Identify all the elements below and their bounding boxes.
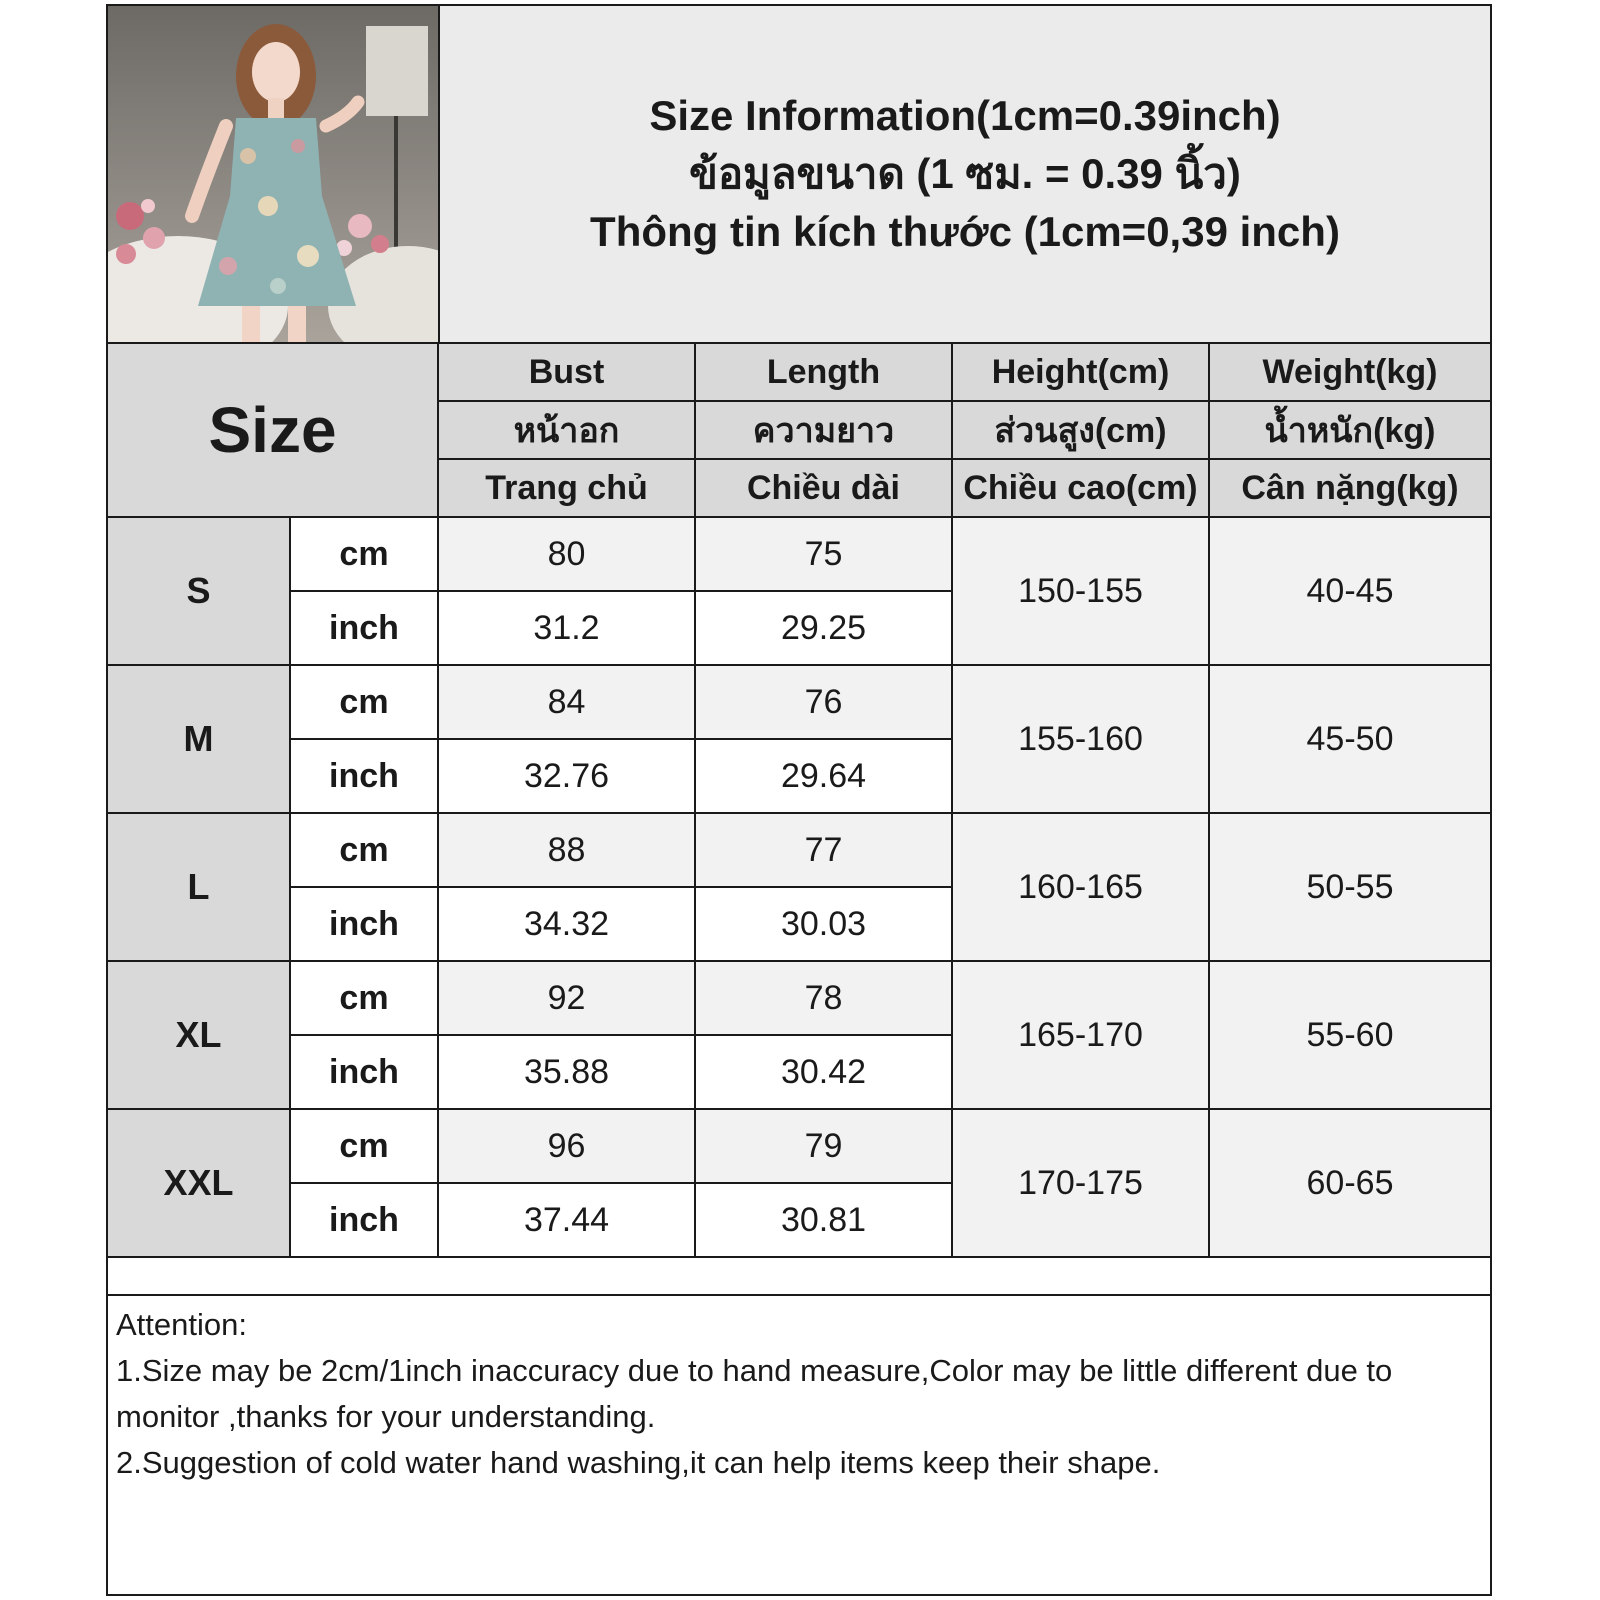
- unit-cm-label: cm: [290, 961, 438, 1035]
- weight-header-th: น้ำหนัก(kg): [1209, 401, 1490, 459]
- size-information-title: [440, 6, 1490, 342]
- size-label: L: [108, 813, 290, 961]
- unit-cm-label: cm: [290, 517, 438, 591]
- size-chart-sheet: [106, 4, 1492, 1596]
- size-label: S: [108, 517, 290, 665]
- weight-range: 60-65: [1209, 1109, 1490, 1257]
- height-range: 170-175: [952, 1109, 1209, 1257]
- note-item: 1.Size may be 2cm/1inch inaccuracy due to hand measure,Color may be little different due to monitor ,thanks for your understanding.: [116, 1353, 1393, 1434]
- unit-cm-label: cm: [290, 665, 438, 739]
- title-thai: ข้อมูลขนาด (1 ซม. = 0.39 นิ้ว): [689, 150, 1241, 197]
- size-label: XL: [108, 961, 290, 1109]
- length-inch-value: 29.64: [695, 739, 952, 813]
- unit-inch-label: inch: [290, 1035, 438, 1109]
- bust-header-en: Bust: [438, 344, 695, 401]
- unit-cm-label: cm: [290, 813, 438, 887]
- title-english: Size Information(1cm=0.39inch): [649, 92, 1281, 139]
- weight-range: 55-60: [1209, 961, 1490, 1109]
- notes-heading: Attention:: [116, 1307, 247, 1342]
- size-column-header: Size: [108, 344, 438, 517]
- length-cm-value: 79: [695, 1109, 952, 1183]
- height-header-th: ส่วนสูง(cm): [952, 401, 1209, 459]
- table-row: [108, 961, 1490, 1035]
- bust-inch-value: 34.32: [438, 887, 695, 961]
- model-in-floral-dress-image: [108, 6, 438, 342]
- height-header-vi: Chiều cao(cm): [952, 459, 1209, 517]
- weight-range: 45-50: [1209, 665, 1490, 813]
- height-range: 155-160: [952, 665, 1209, 813]
- unit-inch-label: inch: [290, 1183, 438, 1257]
- length-header-th: ความยาว: [695, 401, 952, 459]
- size-table: [108, 344, 1490, 1258]
- bust-header-vi: Trang chủ: [438, 459, 695, 517]
- length-cm-value: 75: [695, 517, 952, 591]
- height-header-en: Height(cm): [952, 344, 1209, 401]
- unit-inch-label: inch: [290, 739, 438, 813]
- table-row: [108, 1109, 1490, 1183]
- product-photo: [108, 6, 440, 342]
- length-cm-value: 76: [695, 665, 952, 739]
- bust-inch-value: 37.44: [438, 1183, 695, 1257]
- weight-range: 40-45: [1209, 517, 1490, 665]
- unit-cm-label: cm: [290, 1109, 438, 1183]
- unit-inch-label: inch: [290, 591, 438, 665]
- length-header-vi: Chiều dài: [695, 459, 952, 517]
- note-item: 2.Suggestion of cold water hand washing,it can help items keep their shape.: [116, 1445, 1161, 1480]
- bust-inch-value: 32.76: [438, 739, 695, 813]
- height-range: 150-155: [952, 517, 1209, 665]
- height-range: 160-165: [952, 813, 1209, 961]
- title-vietnamese: Thông tin kích thước (1cm=0,39 inch): [590, 208, 1340, 255]
- bust-cm-value: 88: [438, 813, 695, 887]
- weight-header-vi: Cân nặng(kg): [1209, 459, 1490, 517]
- weight-range: 50-55: [1209, 813, 1490, 961]
- table-row: [108, 517, 1490, 591]
- table-row: [108, 813, 1490, 887]
- bust-header-th: หน้าอก: [438, 401, 695, 459]
- bust-cm-value: 92: [438, 961, 695, 1035]
- size-label: XXL: [108, 1109, 290, 1257]
- attention-notes: [108, 1294, 1490, 1594]
- length-header-en: Length: [695, 344, 952, 401]
- length-inch-value: 30.42: [695, 1035, 952, 1109]
- height-range: 165-170: [952, 961, 1209, 1109]
- bust-inch-value: 31.2: [438, 591, 695, 665]
- bust-inch-value: 35.88: [438, 1035, 695, 1109]
- table-row: [108, 665, 1490, 739]
- weight-header-en: Weight(kg): [1209, 344, 1490, 401]
- length-cm-value: 78: [695, 961, 952, 1035]
- length-inch-value: 29.25: [695, 591, 952, 665]
- bust-cm-value: 96: [438, 1109, 695, 1183]
- header-block: [108, 6, 1490, 344]
- size-label: M: [108, 665, 290, 813]
- length-cm-value: 77: [695, 813, 952, 887]
- unit-inch-label: inch: [290, 887, 438, 961]
- bust-cm-value: 80: [438, 517, 695, 591]
- length-inch-value: 30.03: [695, 887, 952, 961]
- bust-cm-value: 84: [438, 665, 695, 739]
- length-inch-value: 30.81: [695, 1183, 952, 1257]
